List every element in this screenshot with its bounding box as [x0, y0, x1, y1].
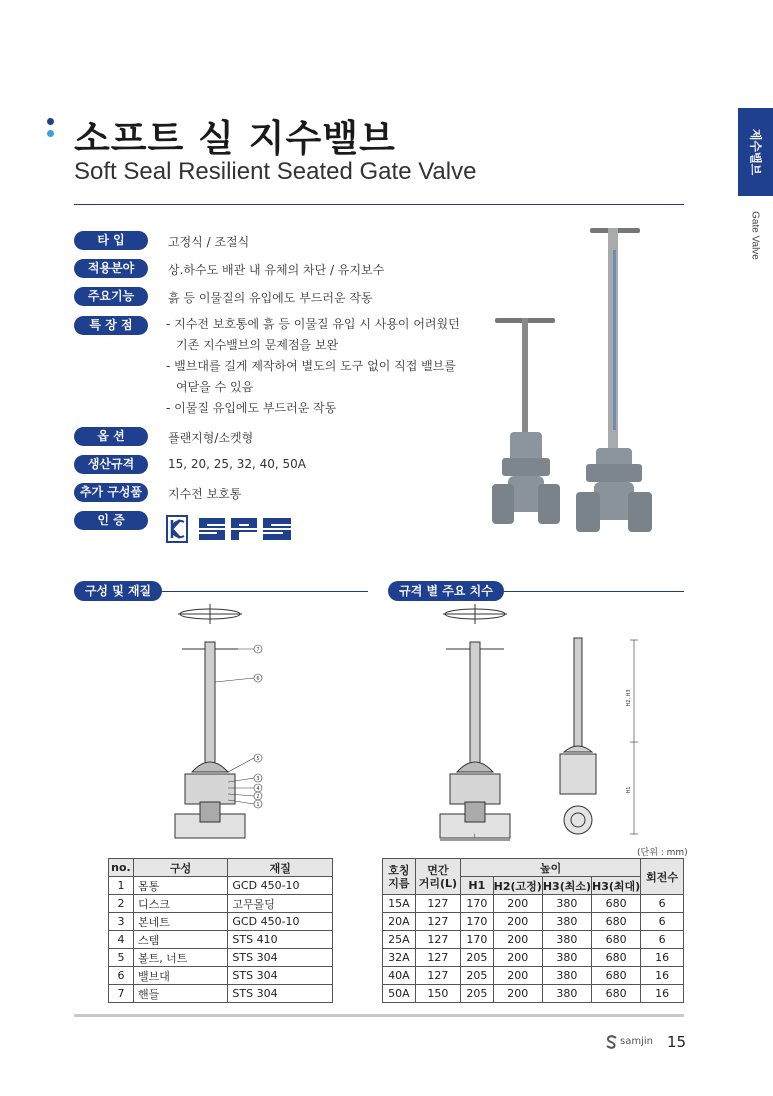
feature-line-1: - 지수전 보호통에 흙 등 이물질 유입 시 사용이 어려웠던 — [166, 317, 460, 331]
cell: GCD 450-10 — [228, 913, 333, 931]
cell: 680 — [592, 895, 641, 913]
dims-header-height: 높이 — [461, 859, 641, 877]
side-tab[interactable] — [738, 108, 773, 196]
section-dimensions-rule — [504, 591, 684, 592]
dims-header-size-2: 지름 — [388, 876, 410, 890]
page-subtitle: Soft Seal Resilient Seated Gate Valve — [74, 158, 477, 185]
cell: 127 — [415, 895, 460, 913]
cell: 205 — [461, 949, 494, 967]
spec-value-sizes: 15, 20, 25, 32, 40, 50A — [168, 457, 306, 471]
cell: 5 — [109, 949, 134, 967]
sps-logo — [195, 512, 295, 546]
side-tab-label: 제수밸브 — [748, 128, 762, 176]
cell: 380 — [542, 967, 591, 985]
cross-section-drawing — [170, 602, 280, 842]
cell: 200 — [493, 931, 542, 949]
cell: 205 — [461, 985, 494, 1003]
cell: 680 — [592, 985, 641, 1003]
cell: 고무몰딩 — [228, 895, 333, 913]
callout-5: 5 — [256, 756, 260, 762]
dims-header-length — [415, 859, 460, 895]
cell: 밸브대 — [133, 967, 227, 985]
footer-brand: samjin — [620, 1036, 653, 1047]
spec-label-extra: 추가 구성품 — [74, 483, 148, 502]
title-dot-bottom — [47, 130, 54, 137]
table-row — [109, 949, 333, 967]
cell: 16 — [641, 985, 684, 1003]
cell: 몸통 — [133, 877, 227, 895]
dims-header-rotations: 회전수 — [641, 859, 684, 895]
table-row — [109, 931, 333, 949]
section-dimensions-label: 규격 별 주요 치수 — [388, 581, 504, 601]
cell: 15A — [383, 895, 416, 913]
dims-header-length-1: 면간 — [427, 863, 449, 877]
cell: 디스크 — [133, 895, 227, 913]
spec-value-function: 흙 등 이물질의 유입에도 부드러운 작동 — [168, 291, 373, 305]
cell: 6 — [641, 913, 684, 931]
spec-value-extra: 지수전 보호통 — [168, 487, 242, 501]
dimension-front-drawing — [430, 602, 540, 842]
table-row — [383, 949, 684, 967]
cell: 127 — [415, 967, 460, 985]
cell: 볼트, 너트 — [133, 949, 227, 967]
spec-label-features: 특 장 점 — [74, 316, 148, 335]
page-number: 15 — [667, 1033, 687, 1051]
cell: 6 — [641, 931, 684, 949]
kc-mark-logo — [166, 510, 188, 548]
cell: 32A — [383, 949, 416, 967]
dimensions-table — [382, 858, 684, 1003]
feature-line-4: 여닫을 수 있음 — [176, 380, 254, 394]
cell: 205 — [461, 967, 494, 985]
cell: 3 — [109, 913, 134, 931]
materials-header-material: 재질 — [228, 859, 333, 877]
feature-line-2: 기존 지수밸브의 문제점을 보완 — [176, 338, 339, 352]
cell: 680 — [592, 931, 641, 949]
callout-2: 2 — [256, 794, 260, 800]
table-row — [383, 985, 684, 1003]
table-row — [383, 931, 684, 949]
dims-header-size-1: 호칭 — [388, 863, 410, 877]
cell: 핸들 — [133, 985, 227, 1003]
cell: GCD 450-10 — [228, 877, 333, 895]
cell: 200 — [493, 967, 542, 985]
dims-header-h2: H2(고정) — [493, 877, 542, 895]
callout-3: 3 — [256, 776, 260, 782]
dim-label-h2h3: H2, H3 — [626, 689, 632, 707]
cell: 20A — [383, 913, 416, 931]
cell: STS 304 — [228, 967, 333, 985]
cell: 380 — [542, 949, 591, 967]
feature-line-5: - 이물질 유입에도 부드러운 작동 — [166, 401, 337, 415]
table-row — [383, 895, 684, 913]
title-dot-top — [47, 118, 54, 125]
cell: 7 — [109, 985, 134, 1003]
cell: 127 — [415, 949, 460, 967]
spec-label-type: 타 입 — [74, 231, 148, 250]
cell: STS 304 — [228, 949, 333, 967]
cell: 1 — [109, 877, 134, 895]
cell: STS 304 — [228, 985, 333, 1003]
cell: 680 — [592, 967, 641, 985]
cell: 150 — [415, 985, 460, 1003]
side-tab-subtitle: Gate Valve — [749, 211, 761, 260]
cell: 170 — [461, 931, 494, 949]
cell: 170 — [461, 913, 494, 931]
dimension-side-drawing — [550, 630, 650, 840]
cell: 본네트 — [133, 913, 227, 931]
title-divider — [74, 204, 684, 205]
cell: 200 — [493, 913, 542, 931]
cell: 50A — [383, 985, 416, 1003]
spec-label-sizes: 생산규격 — [74, 455, 148, 474]
table-row — [383, 913, 684, 931]
cell: 680 — [592, 949, 641, 967]
cell: 6 — [641, 895, 684, 913]
page-title: 소프트 실 지수밸브 — [74, 117, 396, 160]
table-row — [109, 913, 333, 931]
brand-s-icon — [606, 1034, 618, 1048]
spec-label-function: 주요기능 — [74, 287, 148, 306]
materials-header-row — [109, 859, 333, 877]
table-row — [109, 985, 333, 1003]
cell: 380 — [542, 895, 591, 913]
cell: 16 — [641, 949, 684, 967]
cell: 380 — [542, 931, 591, 949]
cell: 스템 — [133, 931, 227, 949]
dimensions-header-row-1 — [383, 859, 684, 877]
dims-header-h3-min: H3(최소) — [542, 877, 591, 895]
cell: 200 — [493, 895, 542, 913]
table-row — [109, 877, 333, 895]
dim-label-l: L — [473, 834, 477, 840]
spec-label-use: 적용분야 — [74, 259, 148, 278]
table-row — [383, 967, 684, 985]
cell: 40A — [383, 967, 416, 985]
cell: 16 — [641, 967, 684, 985]
cell: 200 — [493, 949, 542, 967]
cell: STS 410 — [228, 931, 333, 949]
footer-divider — [74, 1014, 684, 1017]
spec-value-option: 플랜지형/소켓형 — [168, 431, 254, 445]
dims-header-size — [383, 859, 416, 895]
dim-label-h1: H1 — [626, 786, 632, 794]
cell: 680 — [592, 913, 641, 931]
product-photo — [490, 220, 670, 540]
dims-header-h1: H1 — [461, 877, 494, 895]
materials-header-part: 구성 — [133, 859, 227, 877]
spec-value-use: 상.하수도 배관 내 유체의 차단 / 유지보수 — [168, 263, 385, 277]
section-composition-rule — [162, 591, 368, 592]
callout-7: 7 — [256, 647, 260, 653]
dims-header-length-2: 거리(L) — [418, 876, 458, 890]
section-composition-label: 구성 및 재질 — [74, 581, 162, 601]
cell: 25A — [383, 931, 416, 949]
dims-header-h3-max: H3(최대) — [592, 877, 641, 895]
cell: 380 — [542, 913, 591, 931]
cell: 4 — [109, 931, 134, 949]
table-row — [109, 967, 333, 985]
materials-table — [108, 858, 333, 1003]
cell: 127 — [415, 913, 460, 931]
cell: 6 — [109, 967, 134, 985]
cell: 127 — [415, 931, 460, 949]
callout-6: 6 — [256, 676, 260, 682]
materials-header-no: no. — [109, 859, 134, 877]
unit-note: (단위 : mm) — [637, 848, 688, 858]
feature-line-3: - 밸브대를 길게 제작하여 별도의 도구 없이 직접 밸브를 — [166, 359, 456, 373]
table-row — [109, 895, 333, 913]
cell: 2 — [109, 895, 134, 913]
callout-1: 1 — [256, 802, 260, 808]
spec-value-type: 고정식 / 조절식 — [168, 235, 250, 249]
spec-label-cert: 인 증 — [74, 511, 148, 530]
spec-label-option: 옵 션 — [74, 427, 148, 446]
callout-4: 4 — [256, 786, 260, 792]
cell: 200 — [493, 985, 542, 1003]
cell: 170 — [461, 895, 494, 913]
cell: 380 — [542, 985, 591, 1003]
